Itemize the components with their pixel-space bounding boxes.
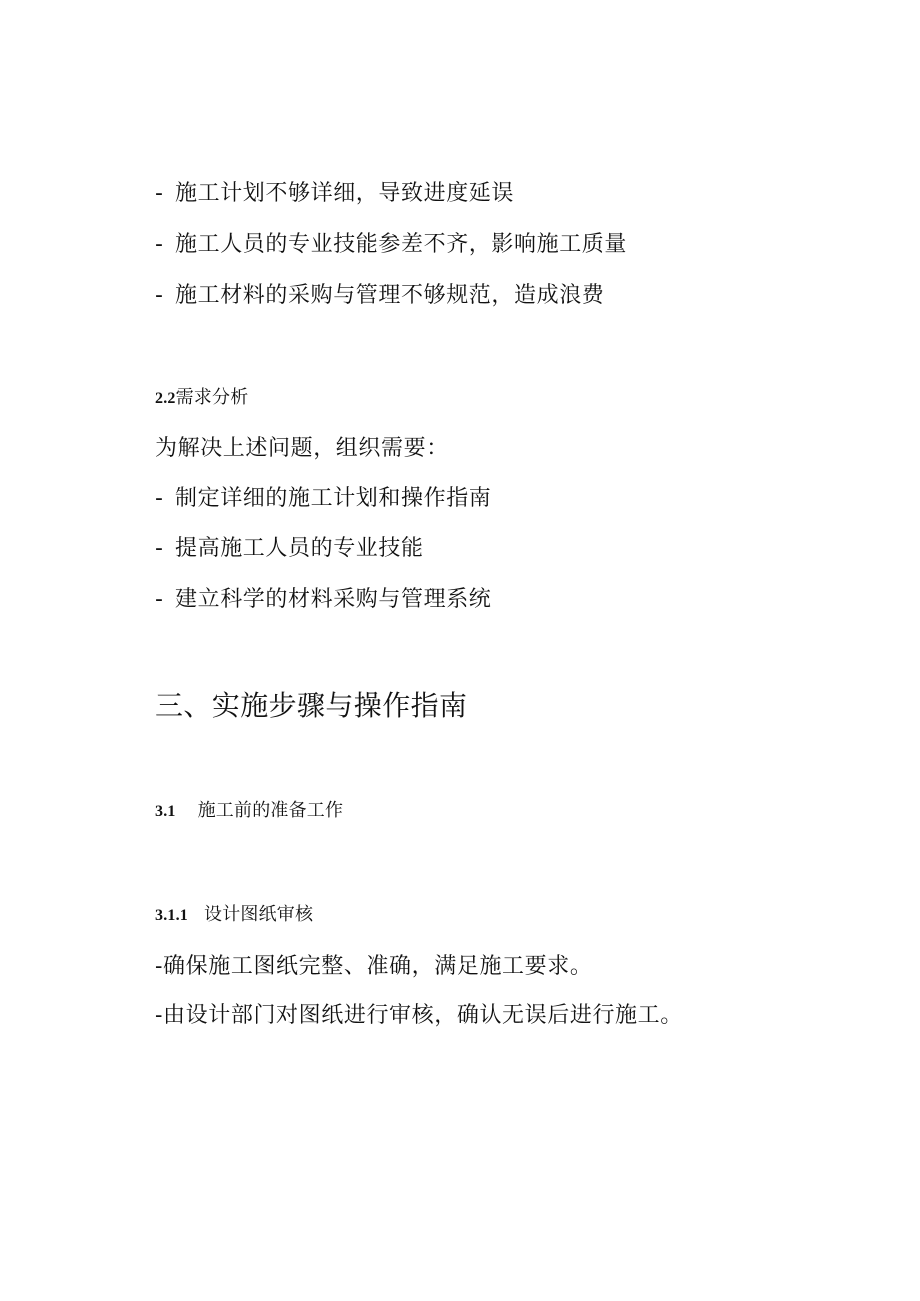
problem-list-item [155,183,514,205]
bullet-dash: - [155,954,164,979]
review-list-item-text: 由设计部门对图纸进行审核，确认无误后进行施工。 [163,1003,683,1028]
section-title: 设计图纸审核 [204,904,314,925]
review-list-item [155,956,592,978]
review-list-item [155,1005,683,1027]
problem-list-item-text: 施工材料的采购与管理不够规范，造成浪费 [175,283,605,308]
section-number: 2.2 [155,390,176,407]
section-title: 施工前的准备工作 [197,800,344,821]
demand-list-item [155,538,424,560]
demand-list-item [155,589,491,611]
section-number: 3.1.1 [155,907,188,924]
bullet-dash: - [155,486,164,511]
bullet-dash: - [155,587,164,612]
chapter-heading: 三、实施步骤与操作指南 [155,689,468,722]
demand-list-item-text: 制定详细的施工计划和操作指南 [175,486,492,511]
bullet-dash: - [155,283,164,308]
bullet-dash: - [155,232,164,257]
problem-list-item-text: 施工计划不够详细，导致进度延误 [175,181,515,206]
section-number: 3.1 [155,803,176,820]
section-title: 需求分析 [175,387,249,408]
problem-list-item-text: 施工人员的专业技能参差不齐，影响施工质量 [175,232,628,257]
problem-list-item [155,285,604,307]
section-heading-3-1-1 [155,906,313,924]
problem-list-item [155,234,627,256]
demand-intro: 为解决上述问题，组织需要： [155,436,449,461]
bullet-dash: - [155,1003,164,1028]
demand-list-item-text: 提高施工人员的专业技能 [175,536,424,561]
section-heading-2-2 [155,389,248,407]
section-heading-3-1 [155,802,343,820]
demand-list-item-text: 建立科学的材料采购与管理系统 [175,587,492,612]
bullet-dash: - [155,181,164,206]
bullet-dash: - [155,536,164,561]
review-list-item-text: 确保施工图纸完整、准确，满足施工要求。 [163,954,593,979]
demand-list-item [155,488,491,510]
